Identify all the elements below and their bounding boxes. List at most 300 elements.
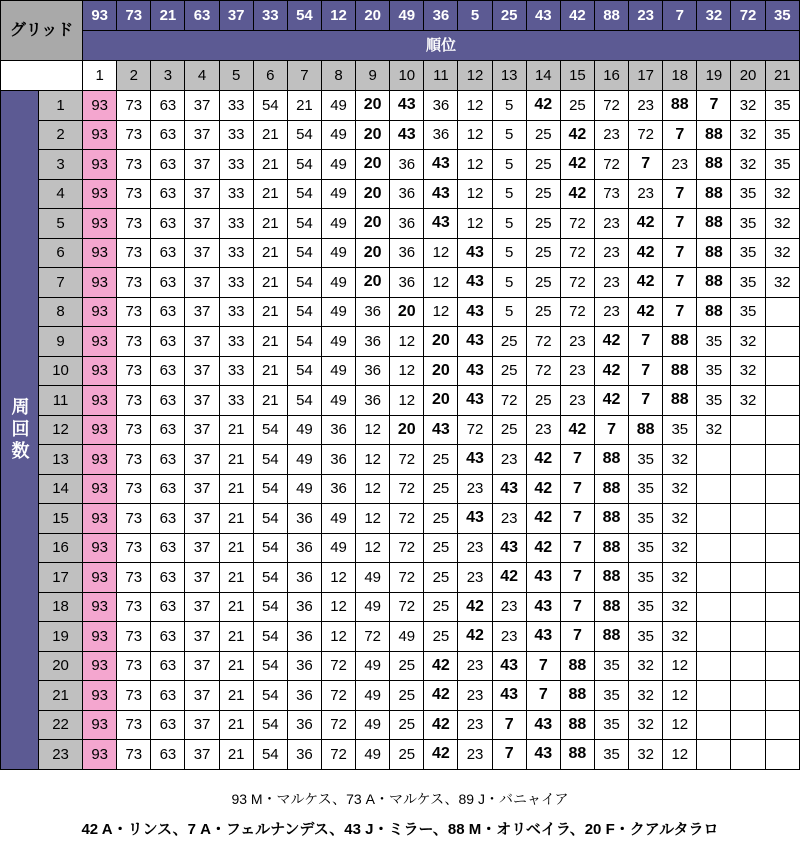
rider-cell: 42	[526, 474, 560, 504]
rider-cell: 5	[492, 179, 526, 209]
rider-cell: 32	[765, 268, 799, 298]
empty-cell	[765, 356, 799, 386]
rider-cell: 7	[492, 710, 526, 740]
rider-cell: 63	[151, 533, 185, 563]
rider-cell: 21	[253, 386, 287, 416]
rider-cell: 21	[219, 740, 253, 770]
rider-cell: 93	[83, 740, 117, 770]
rider-cell: 7	[560, 563, 594, 593]
empty-cell	[697, 533, 731, 563]
rider-cell: 36	[321, 445, 355, 475]
rider-cell: 12	[458, 91, 492, 121]
lap-number: 21	[39, 681, 83, 711]
rider-cell: 73	[117, 91, 151, 121]
rider-cell: 93	[83, 356, 117, 386]
rider-cell: 49	[321, 150, 355, 180]
lap-number: 14	[39, 474, 83, 504]
grid-number: 63	[185, 1, 219, 31]
rider-cell: 20	[356, 238, 390, 268]
rider-cell: 7	[560, 592, 594, 622]
empty-cell	[765, 504, 799, 534]
rider-cell: 37	[185, 209, 219, 239]
rider-cell: 63	[151, 356, 185, 386]
rider-cell: 20	[356, 150, 390, 180]
rider-cell: 49	[321, 356, 355, 386]
rider-cell: 12	[321, 622, 355, 652]
rider-cell: 12	[458, 120, 492, 150]
rider-cell: 7	[526, 681, 560, 711]
rider-cell: 63	[151, 238, 185, 268]
rider-cell: 12	[424, 238, 458, 268]
rider-cell: 73	[117, 445, 151, 475]
empty-cell	[731, 681, 765, 711]
rider-cell: 37	[185, 592, 219, 622]
rider-cell: 25	[424, 533, 458, 563]
rider-cell: 73	[117, 651, 151, 681]
rider-cell: 21	[253, 150, 287, 180]
empty-cell	[697, 622, 731, 652]
rider-cell: 12	[390, 386, 424, 416]
rider-cell: 42	[526, 445, 560, 475]
empty-cell	[697, 681, 731, 711]
empty-cell	[697, 710, 731, 740]
rider-cell: 25	[526, 120, 560, 150]
rider-cell: 49	[356, 710, 390, 740]
rider-cell: 54	[287, 150, 321, 180]
rider-cell: 49	[321, 533, 355, 563]
rider-cell: 33	[219, 179, 253, 209]
position-number: 5	[219, 61, 253, 91]
rider-cell: 88	[560, 740, 594, 770]
rider-cell: 7	[560, 445, 594, 475]
empty-cell	[765, 415, 799, 445]
lap-number: 3	[39, 150, 83, 180]
rider-cell: 12	[424, 268, 458, 298]
rider-cell: 93	[83, 268, 117, 298]
rider-cell: 37	[185, 356, 219, 386]
rider-cell: 32	[731, 356, 765, 386]
rider-cell: 49	[356, 681, 390, 711]
rider-cell: 23	[594, 268, 628, 298]
rider-cell: 23	[594, 238, 628, 268]
rider-cell: 72	[560, 268, 594, 298]
rider-cell: 25	[526, 150, 560, 180]
lap-number: 16	[39, 533, 83, 563]
rider-cell: 54	[253, 474, 287, 504]
rider-cell: 7	[663, 120, 697, 150]
rider-cell: 12	[424, 297, 458, 327]
rider-cell: 54	[253, 533, 287, 563]
rider-cell: 23	[526, 415, 560, 445]
position-number: 11	[424, 61, 458, 91]
rider-cell: 73	[117, 150, 151, 180]
rider-cell: 93	[83, 710, 117, 740]
rider-cell: 25	[492, 327, 526, 357]
rider-cell: 72	[594, 150, 628, 180]
rider-cell: 72	[390, 592, 424, 622]
rider-cell: 5	[492, 209, 526, 239]
empty-cell	[697, 445, 731, 475]
rider-cell: 20	[424, 356, 458, 386]
rider-cell: 25	[390, 681, 424, 711]
rider-cell: 63	[151, 622, 185, 652]
rider-cell: 72	[560, 238, 594, 268]
rider-cell: 23	[663, 150, 697, 180]
rider-cell: 32	[663, 563, 697, 593]
rider-cell: 73	[117, 622, 151, 652]
rider-cell: 35	[629, 563, 663, 593]
rider-cell: 32	[697, 415, 731, 445]
rider-cell: 42	[458, 592, 492, 622]
rider-cell: 43	[458, 327, 492, 357]
rider-cell: 43	[526, 710, 560, 740]
empty-cell	[765, 563, 799, 593]
rider-cell: 35	[629, 592, 663, 622]
rider-cell: 93	[83, 681, 117, 711]
lap-row	[1, 710, 800, 740]
rider-cell: 37	[185, 681, 219, 711]
lap-row	[1, 120, 800, 150]
rider-cell: 12	[390, 327, 424, 357]
rider-cell: 73	[117, 504, 151, 534]
position-number: 17	[629, 61, 663, 91]
rider-cell: 12	[356, 445, 390, 475]
rider-cell: 42	[560, 415, 594, 445]
rider-cell: 36	[321, 415, 355, 445]
lap-row	[1, 740, 800, 770]
rider-cell: 37	[185, 386, 219, 416]
rider-cell: 12	[321, 563, 355, 593]
rider-cell: 54	[253, 504, 287, 534]
empty-cell	[697, 740, 731, 770]
position-number: 12	[458, 61, 492, 91]
rider-cell: 36	[390, 268, 424, 298]
rider-cell: 73	[117, 179, 151, 209]
rider-cell: 93	[83, 415, 117, 445]
rider-cell: 21	[253, 268, 287, 298]
rider-cell: 49	[321, 268, 355, 298]
rider-cell: 49	[321, 209, 355, 239]
position-number: 19	[697, 61, 731, 91]
rider-cell: 42	[629, 268, 663, 298]
rider-cell: 43	[424, 415, 458, 445]
rider-cell: 12	[356, 474, 390, 504]
rider-cell: 43	[424, 150, 458, 180]
empty-cell	[765, 386, 799, 416]
rider-cell: 5	[492, 91, 526, 121]
rider-cell: 72	[526, 356, 560, 386]
rider-cell: 32	[663, 622, 697, 652]
empty-cell	[731, 563, 765, 593]
rider-cell: 33	[219, 268, 253, 298]
rider-cell: 54	[253, 681, 287, 711]
rider-cell: 73	[117, 297, 151, 327]
lap-number: 20	[39, 651, 83, 681]
rider-cell: 73	[117, 238, 151, 268]
rider-cell: 21	[253, 356, 287, 386]
rider-cell: 23	[492, 445, 526, 475]
rider-cell: 43	[458, 268, 492, 298]
empty-cell	[765, 740, 799, 770]
rider-cell: 72	[321, 681, 355, 711]
rider-note-regular: 93 M・マルケス、73 A・マルケス、89 J・バニャイア	[231, 791, 569, 807]
lap-number: 6	[39, 238, 83, 268]
rider-cell: 42	[629, 209, 663, 239]
empty-cell	[697, 504, 731, 534]
rider-cell: 7	[629, 356, 663, 386]
rider-cell: 37	[185, 563, 219, 593]
grid-number: 37	[219, 1, 253, 31]
rider-cell: 20	[356, 91, 390, 121]
rider-cell: 88	[663, 386, 697, 416]
rider-cell: 33	[219, 238, 253, 268]
rider-cell: 37	[185, 533, 219, 563]
rider-cell: 35	[629, 504, 663, 534]
rider-cell: 42	[629, 238, 663, 268]
lap-row	[1, 533, 800, 563]
rider-cell: 25	[390, 740, 424, 770]
lap-number: 19	[39, 622, 83, 652]
rider-cell: 43	[390, 120, 424, 150]
rider-cell: 63	[151, 386, 185, 416]
rider-cell: 72	[321, 740, 355, 770]
rider-cell: 36	[390, 150, 424, 180]
rider-cell: 73	[117, 592, 151, 622]
rider-cell: 32	[731, 150, 765, 180]
rider-cell: 12	[390, 356, 424, 386]
rider-cell: 36	[390, 179, 424, 209]
empty-cell	[697, 592, 731, 622]
rider-cell: 21	[219, 533, 253, 563]
rider-cell: 88	[663, 91, 697, 121]
grid-number: 54	[287, 1, 321, 31]
rider-cell: 36	[287, 651, 321, 681]
rider-cell: 93	[83, 651, 117, 681]
rider-cell: 5	[492, 238, 526, 268]
empty-cell	[765, 297, 799, 327]
rider-cell: 73	[117, 386, 151, 416]
rider-cell: 42	[492, 563, 526, 593]
rider-cell: 23	[594, 120, 628, 150]
rider-cell: 73	[117, 356, 151, 386]
rider-cell: 93	[83, 120, 117, 150]
rider-cell: 54	[253, 445, 287, 475]
rider-cell: 20	[390, 297, 424, 327]
rider-cell: 72	[458, 415, 492, 445]
grid-number: 93	[83, 1, 117, 31]
rider-cell: 63	[151, 563, 185, 593]
rider-cell: 25	[424, 563, 458, 593]
rider-cell: 12	[663, 651, 697, 681]
rider-cell: 21	[253, 179, 287, 209]
empty-cell	[765, 651, 799, 681]
grid-number: 43	[526, 1, 560, 31]
lap-row	[1, 622, 800, 652]
rider-cell: 23	[560, 356, 594, 386]
rider-cell: 54	[287, 327, 321, 357]
rider-cell: 12	[356, 533, 390, 563]
rider-cell: 93	[83, 563, 117, 593]
rider-cell: 88	[629, 415, 663, 445]
lap-row	[1, 297, 800, 327]
rider-cell: 12	[458, 150, 492, 180]
rider-cell: 54	[287, 356, 321, 386]
rider-cell: 73	[117, 710, 151, 740]
rider-cell: 36	[287, 681, 321, 711]
rider-cell: 63	[151, 297, 185, 327]
rider-cell: 42	[424, 740, 458, 770]
rider-cell: 93	[83, 592, 117, 622]
position-number: 3	[151, 61, 185, 91]
rider-cell: 20	[356, 268, 390, 298]
rider-cell: 63	[151, 474, 185, 504]
rider-cell: 23	[458, 651, 492, 681]
rider-cell: 42	[526, 91, 560, 121]
empty-cell	[731, 710, 765, 740]
empty-cell	[731, 415, 765, 445]
rider-cell: 7	[560, 622, 594, 652]
rider-cell: 35	[594, 740, 628, 770]
rider-cell: 21	[219, 592, 253, 622]
rider-cell: 36	[287, 740, 321, 770]
rider-cell: 7	[697, 91, 731, 121]
rank-title: 順位	[83, 31, 800, 61]
rider-cell: 88	[594, 563, 628, 593]
rider-cell: 54	[253, 563, 287, 593]
rider-cell: 36	[390, 209, 424, 239]
grid-number: 25	[492, 1, 526, 31]
rider-cell: 37	[185, 740, 219, 770]
rider-cell: 37	[185, 150, 219, 180]
rider-cell: 54	[287, 297, 321, 327]
rider-cell: 32	[663, 474, 697, 504]
position-number: 15	[560, 61, 594, 91]
lap-number: 4	[39, 179, 83, 209]
rider-cell: 42	[560, 120, 594, 150]
rider-cell: 35	[731, 297, 765, 327]
rider-cell: 49	[356, 563, 390, 593]
rider-cell: 72	[526, 327, 560, 357]
rider-cell: 25	[526, 209, 560, 239]
rider-cell: 7	[663, 238, 697, 268]
rider-cell: 63	[151, 268, 185, 298]
rider-cell: 42	[424, 651, 458, 681]
rider-cell: 88	[594, 592, 628, 622]
rider-cell: 93	[83, 533, 117, 563]
rider-cell: 32	[765, 179, 799, 209]
rider-cell: 36	[356, 356, 390, 386]
rider-cell: 93	[83, 179, 117, 209]
rider-cell: 25	[560, 91, 594, 121]
rider-cell: 72	[390, 474, 424, 504]
rider-cell: 35	[594, 651, 628, 681]
rider-cell: 21	[219, 445, 253, 475]
rider-cell: 37	[185, 415, 219, 445]
grid-number: 32	[697, 1, 731, 31]
rider-cell: 49	[287, 474, 321, 504]
rider-cell: 88	[663, 356, 697, 386]
rider-cell: 25	[390, 710, 424, 740]
lap-number: 11	[39, 386, 83, 416]
rider-cell: 32	[629, 681, 663, 711]
rider-cell: 20	[356, 179, 390, 209]
rider-cell: 37	[185, 238, 219, 268]
rider-cell: 7	[629, 327, 663, 357]
grid-number: 42	[560, 1, 594, 31]
grid-number: 20	[356, 1, 390, 31]
lap-number: 22	[39, 710, 83, 740]
position-number: 2	[117, 61, 151, 91]
rider-cell: 12	[356, 504, 390, 534]
rider-cell: 37	[185, 91, 219, 121]
rider-cell: 21	[253, 327, 287, 357]
rider-cell: 5	[492, 268, 526, 298]
rider-cell: 42	[629, 297, 663, 327]
lap-row	[1, 681, 800, 711]
rider-cell: 72	[390, 563, 424, 593]
empty-cell	[731, 651, 765, 681]
rider-cell: 73	[117, 563, 151, 593]
rider-cell: 63	[151, 445, 185, 475]
position-number: 10	[390, 61, 424, 91]
rider-cell: 36	[356, 386, 390, 416]
rider-cell: 7	[629, 150, 663, 180]
rider-cell: 25	[526, 268, 560, 298]
rider-cell: 25	[424, 592, 458, 622]
rider-cell: 43	[458, 297, 492, 327]
rider-cell: 63	[151, 592, 185, 622]
rider-cell: 21	[219, 651, 253, 681]
rider-cell: 63	[151, 91, 185, 121]
rider-cell: 72	[390, 533, 424, 563]
rider-cell: 5	[492, 150, 526, 180]
grid-number: 12	[321, 1, 355, 31]
rider-cell: 72	[492, 386, 526, 416]
lap-number: 18	[39, 592, 83, 622]
position-number: 13	[492, 61, 526, 91]
rider-cell: 72	[356, 622, 390, 652]
rider-cell: 49	[356, 740, 390, 770]
empty-cell	[731, 504, 765, 534]
rider-cell: 73	[117, 740, 151, 770]
rider-cell: 73	[117, 209, 151, 239]
rider-cell: 36	[424, 91, 458, 121]
grid-number: 5	[458, 1, 492, 31]
rider-cell: 25	[424, 445, 458, 475]
empty-cell	[765, 622, 799, 652]
rider-cell: 21	[219, 563, 253, 593]
rider-cell: 43	[526, 592, 560, 622]
rider-cell: 54	[253, 415, 287, 445]
grid-number: 36	[424, 1, 458, 31]
rider-cell: 37	[185, 504, 219, 534]
rider-cell: 32	[663, 592, 697, 622]
rider-cell: 42	[560, 150, 594, 180]
rider-cell: 43	[492, 651, 526, 681]
rider-cell: 21	[253, 238, 287, 268]
rider-cell: 23	[492, 592, 526, 622]
rider-cell: 88	[560, 651, 594, 681]
rider-cell: 43	[492, 533, 526, 563]
empty-cell	[765, 327, 799, 357]
rider-cell: 35	[629, 445, 663, 475]
empty-cell	[731, 533, 765, 563]
rider-cell: 54	[287, 120, 321, 150]
lap-number: 2	[39, 120, 83, 150]
rider-cell: 49	[321, 238, 355, 268]
rider-cell: 63	[151, 740, 185, 770]
rider-cell: 37	[185, 445, 219, 475]
